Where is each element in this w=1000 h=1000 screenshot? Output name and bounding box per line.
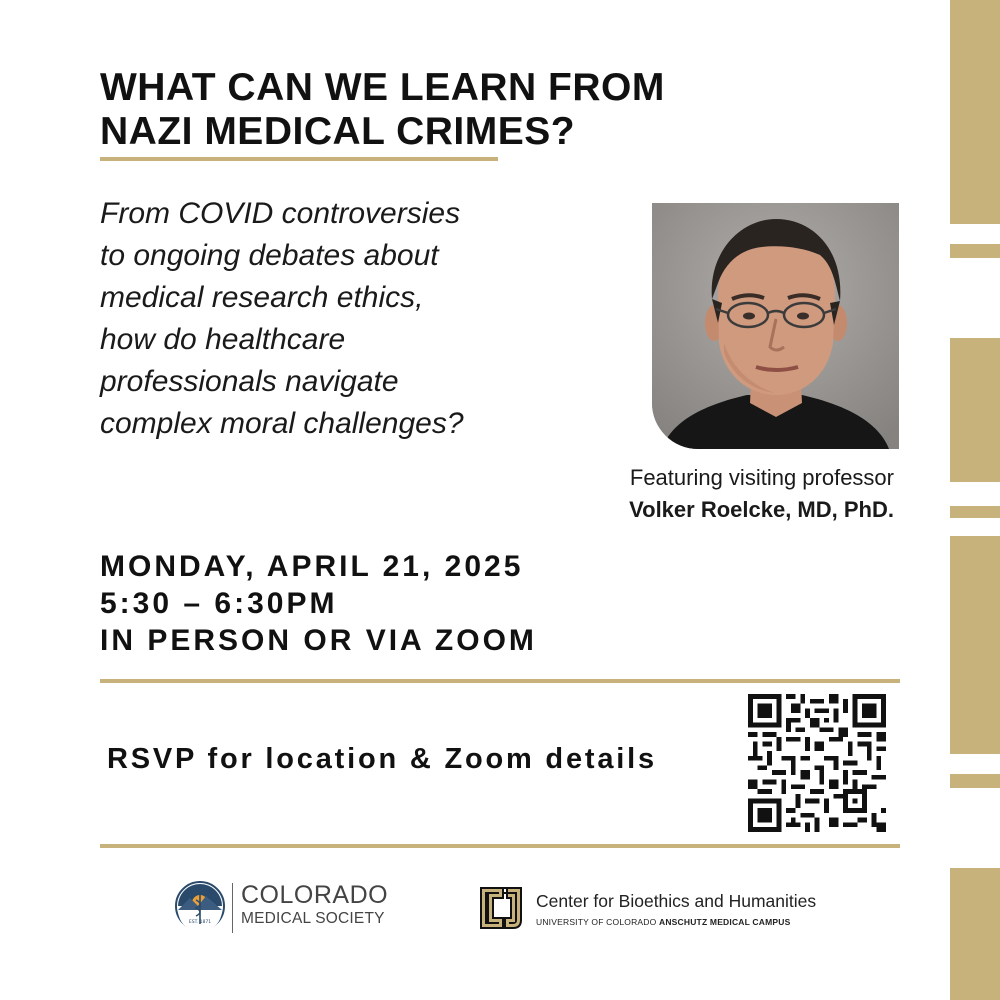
gold-bar-3 xyxy=(950,338,1000,482)
speaker-lead: Featuring visiting professor xyxy=(629,465,894,490)
event-time: 5:30 – 6:30PM xyxy=(100,587,338,620)
lede-line: medical research ethics, xyxy=(100,281,424,314)
gold-bar-5 xyxy=(950,536,1000,754)
lede-paragraph xyxy=(100,193,570,445)
divider-top xyxy=(100,679,900,683)
cu-line2 xyxy=(536,917,816,927)
lede-line: how do healthcare xyxy=(100,323,346,356)
cms-line1: COLORADO xyxy=(241,881,389,909)
cu-wordmark xyxy=(536,891,816,927)
event-date: MONDAY, APRIL 21, 2025 xyxy=(100,550,524,583)
cms-seal-icon xyxy=(174,880,226,932)
colorado-medical-society-logo xyxy=(174,880,404,936)
cu-line2-bold: ANSCHUTZ MEDICAL CAMPUS xyxy=(659,917,791,927)
speaker-photo xyxy=(652,203,899,449)
cu-line2-regular: UNIVERSITY OF COLORADO xyxy=(536,917,659,927)
gold-bar-7 xyxy=(950,868,1000,1000)
cms-divider xyxy=(232,883,233,933)
cu-mark-icon xyxy=(477,884,525,932)
divider-bottom xyxy=(100,844,900,848)
title-line-1: WHAT CAN WE LEARN FROM xyxy=(100,66,665,109)
page-title xyxy=(100,66,720,154)
cu-bioethics-logo xyxy=(477,884,837,934)
gold-bar-2 xyxy=(950,244,1000,258)
cms-line2: MEDICAL SOCIETY xyxy=(241,910,385,927)
lede-line: to ongoing debates about xyxy=(100,239,439,272)
gold-bar-1 xyxy=(950,0,1000,224)
cms-wordmark xyxy=(241,883,388,927)
lede-line: complex moral challenges? xyxy=(100,407,464,440)
speaker-name: Volker Roelcke, MD, PhD. xyxy=(629,497,894,522)
rsvp-text: RSVP for location & Zoom details xyxy=(107,743,657,775)
title-underline xyxy=(100,157,498,161)
gold-bar-4 xyxy=(950,506,1000,518)
lede-line: professionals navigate xyxy=(100,365,399,398)
speaker-portrait-icon xyxy=(652,203,899,449)
title-line-2: NAZI MEDICAL CRIMES? xyxy=(100,110,576,153)
qr-code-icon[interactable] xyxy=(748,694,886,832)
lede-line: From COVID controversies xyxy=(100,197,461,230)
gold-bar-6 xyxy=(950,774,1000,788)
event-location: IN PERSON OR VIA ZOOM xyxy=(100,624,537,657)
speaker-caption xyxy=(629,462,894,526)
cms-seal-text: EST. 1871 xyxy=(188,920,212,925)
event-details xyxy=(100,548,537,659)
cu-line1: Center for Bioethics and Humanities xyxy=(536,891,817,911)
